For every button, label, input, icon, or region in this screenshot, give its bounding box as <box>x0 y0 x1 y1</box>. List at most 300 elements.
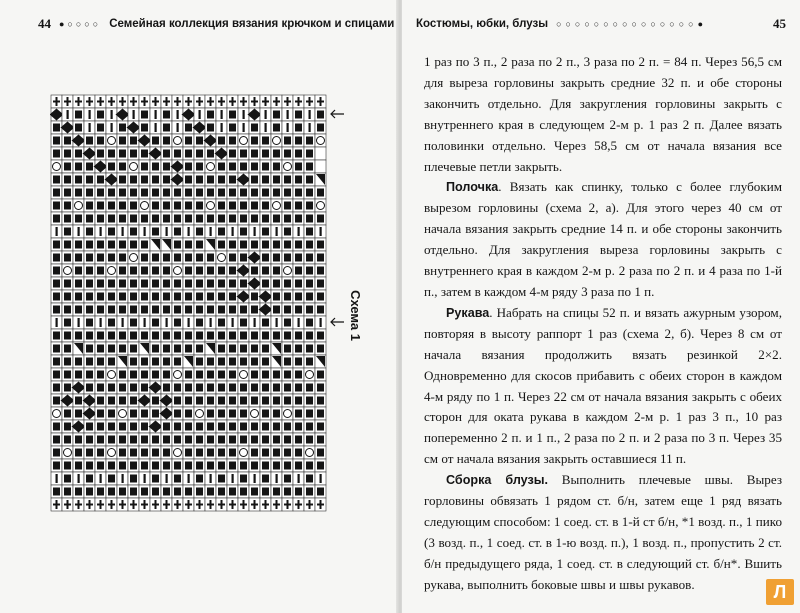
chart-cell-plus-symbol <box>227 498 238 511</box>
chart-cell-plus-symbol <box>238 498 249 511</box>
chart-cell-square-symbol <box>304 355 315 368</box>
chart-cell-plus-symbol <box>271 498 282 511</box>
chart-cell-square-symbol <box>282 342 293 355</box>
chart-cell-square-symbol <box>84 342 95 355</box>
chart-cell-square-symbol <box>128 381 139 394</box>
chart-cell-square-symbol <box>249 303 260 316</box>
chart-cell-square-symbol <box>150 329 161 342</box>
chart-cell-square-symbol <box>161 303 172 316</box>
chart-cell-square-symbol <box>315 368 326 381</box>
chart-cell-square-symbol <box>304 238 315 251</box>
chart-cell-square-symbol <box>304 472 315 485</box>
chart-cell-square-symbol <box>249 238 260 251</box>
chart-cell-diamond-symbol <box>138 394 152 407</box>
left-page-number: 44 <box>38 16 51 31</box>
chart-cell-bar-symbol <box>282 108 293 121</box>
chart-cell-square-symbol <box>205 173 216 186</box>
chart-cell-plus-symbol <box>62 498 73 511</box>
chart-cell-square-symbol <box>73 212 84 225</box>
chart-cell-square-symbol <box>282 238 293 251</box>
chart-cell-square-symbol <box>205 368 216 381</box>
chart-cell-square-symbol <box>150 472 161 485</box>
chart-cell-circle-symbol <box>282 264 293 277</box>
chart-cell-square-symbol <box>249 446 260 459</box>
chart-cell-square-symbol <box>117 186 128 199</box>
chart-cell-square-symbol <box>315 238 326 251</box>
chart-cell-square-symbol <box>161 121 172 134</box>
chart-cell-square-symbol <box>293 303 304 316</box>
chart-cell-square-symbol <box>139 459 150 472</box>
chart-cell-square-symbol <box>139 173 150 186</box>
chart-cell-square-symbol <box>194 446 205 459</box>
chart-cell-square-symbol <box>84 251 95 264</box>
chart-cell-square-symbol <box>227 147 238 160</box>
chart-cell-square-symbol <box>249 342 260 355</box>
chart-cell-square-symbol <box>315 407 326 420</box>
chart-cell-square-symbol <box>172 212 183 225</box>
chart-cell-square-symbol <box>315 290 326 303</box>
chart-cell-diamond-symbol <box>237 173 251 186</box>
chart-cell-diamond-symbol <box>248 108 262 121</box>
chart-cell-square-symbol <box>62 381 73 394</box>
chart-cell-square-symbol <box>260 420 271 433</box>
chart-cell-square-symbol <box>249 368 260 381</box>
chart-cell-square-symbol <box>139 329 150 342</box>
chart-cell-square-symbol <box>205 433 216 446</box>
chart-cell-square-symbol <box>95 329 106 342</box>
chart-cell-plus-symbol <box>216 498 227 511</box>
chart-cell-square-symbol <box>51 485 62 498</box>
chart-cell-square-symbol <box>249 173 260 186</box>
chart-cell-circle-symbol <box>172 446 183 459</box>
chart-cell-square-symbol <box>227 108 238 121</box>
chart-cell-square-symbol <box>249 134 260 147</box>
chart-cell-square-symbol <box>216 342 227 355</box>
chart-cell-square-symbol <box>73 394 84 407</box>
chart-cell-square-symbol <box>304 147 315 160</box>
chart-cell-square-symbol <box>95 381 106 394</box>
chart-cell-square-symbol <box>73 108 84 121</box>
chart-cell-square-symbol <box>183 186 194 199</box>
chart-cell-square-symbol <box>238 199 249 212</box>
chart-cell-bar-symbol <box>216 108 227 121</box>
paragraph-assembly: Сборка блузы. Выполнить плечевые швы. Вырез горловины обвязать 1 рядом ст. б/н, затем еще 1 ряд вязать следующим способом: 1 соед. ст. в 1-й ст б/н, *1 возд. п., 1 пико (3 возд. п., 1 соед. ст. в 1-ю возд. п.), 1 возд. п., пропустить 2 ст. б/н предыдущего ряда, 1 соед. ст. в следующий ст. б/н*. Вшить рукава, выполнить боковые швы и швы рукавов. <box>424 472 782 592</box>
chart-cell-square-symbol <box>161 342 172 355</box>
chart-cell-diamond-symbol <box>83 407 97 420</box>
chart-cell-square-symbol <box>216 160 227 173</box>
chart-cell-square-symbol <box>117 368 128 381</box>
chart-cell-square-symbol <box>260 433 271 446</box>
chart-cell-square-symbol <box>216 459 227 472</box>
chart-cell-square-symbol <box>293 485 304 498</box>
chart-cell-square-symbol <box>183 394 194 407</box>
chart-cell-square-symbol <box>73 121 84 134</box>
publisher-logo <box>766 579 794 605</box>
chart-cell-circle-symbol <box>51 407 62 420</box>
chart-cell-plus-symbol <box>84 95 95 108</box>
chart-cell-square-symbol <box>172 225 183 238</box>
chart-cell-square-symbol <box>73 160 84 173</box>
chart-cell-square-symbol <box>293 277 304 290</box>
chart-cell-square-symbol <box>260 264 271 277</box>
chart-cell-square-symbol <box>293 212 304 225</box>
chart-cell-square-symbol <box>139 264 150 277</box>
chart-cell-bar-symbol <box>139 316 150 329</box>
chart-cell-square-symbol <box>271 381 282 394</box>
chart-cell-square-symbol <box>62 303 73 316</box>
chart-cell-circle-symbol <box>51 160 62 173</box>
chart-cell-square-symbol <box>238 342 249 355</box>
chart-cell-square-symbol <box>304 420 315 433</box>
chart-cell-triangle-symbol <box>139 342 150 355</box>
chart-cell-triangle-symbol <box>161 238 172 251</box>
chart-cell-square-symbol <box>95 277 106 290</box>
chart-cell-square-symbol <box>161 173 172 186</box>
chart-cell-square-symbol <box>106 147 117 160</box>
chart-cell-square-symbol <box>271 212 282 225</box>
chart-cell-plus-symbol <box>172 95 183 108</box>
chart-cell-diamond-symbol <box>259 290 273 303</box>
chart-cell-square-symbol <box>172 329 183 342</box>
chart-cell-square-symbol <box>293 160 304 173</box>
chart-cell-square-symbol <box>84 303 95 316</box>
chart-cell-square-symbol <box>205 290 216 303</box>
chart-cell-square-symbol <box>161 459 172 472</box>
chart-cell-square-symbol <box>117 290 128 303</box>
chart-cell-square-symbol <box>216 355 227 368</box>
chart-cell-square-symbol <box>216 225 227 238</box>
chart-cell-plus-symbol <box>315 498 326 511</box>
chart-cell-square-symbol <box>128 342 139 355</box>
chart-cell-square-symbol <box>293 290 304 303</box>
chart-cell-square-symbol <box>62 238 73 251</box>
chart-cell-square-symbol <box>62 134 73 147</box>
chart-cell-square-symbol <box>84 368 95 381</box>
chart-cell-square-symbol <box>95 121 106 134</box>
chart-cell-circle-symbol <box>106 446 117 459</box>
chart-cell-square-symbol <box>73 355 84 368</box>
chart-cell-square-symbol <box>304 199 315 212</box>
chart-cell-circle-symbol <box>62 264 73 277</box>
chart-cell-square-symbol <box>172 277 183 290</box>
chart-cell-square-symbol <box>150 277 161 290</box>
chart-cell-square-symbol <box>249 199 260 212</box>
chart-cell-square-symbol <box>205 485 216 498</box>
chart-cell-square-symbol <box>227 355 238 368</box>
chart-cell-square-symbol <box>194 134 205 147</box>
chart-cell-square-symbol <box>150 264 161 277</box>
chart-cell-square-symbol <box>117 121 128 134</box>
chart-cell-square-symbol <box>139 160 150 173</box>
chart-cell-square-symbol <box>260 277 271 290</box>
chart-cell-square-symbol <box>139 277 150 290</box>
chart-cell-square-symbol <box>293 368 304 381</box>
chart-cell-square-symbol <box>172 355 183 368</box>
chart-cell-square-symbol <box>172 407 183 420</box>
chart-cell-square-symbol <box>194 485 205 498</box>
chart-cell-square-symbol <box>95 368 106 381</box>
chart-cell-square-symbol <box>150 355 161 368</box>
chart-cell-square-symbol <box>227 290 238 303</box>
chart-cell-square-symbol <box>117 303 128 316</box>
chart-cell-square-symbol <box>249 433 260 446</box>
chart-cell-square-symbol <box>183 121 194 134</box>
chart-cell-square-symbol <box>194 459 205 472</box>
chart-cell-square-symbol <box>117 147 128 160</box>
chart-cell-square-symbol <box>106 394 117 407</box>
chart-cell-square-symbol <box>51 303 62 316</box>
chart-cell-circle-symbol <box>172 368 183 381</box>
chart-cell-square-symbol <box>106 186 117 199</box>
chart-cell-square-symbol <box>304 160 315 173</box>
chart-cell-square-symbol <box>194 472 205 485</box>
chart-cell-square-symbol <box>128 186 139 199</box>
chart-cell-square-symbol <box>183 160 194 173</box>
chart-cell-square-symbol <box>293 121 304 134</box>
chart-cell-plus-symbol <box>249 498 260 511</box>
chart-cell-square-symbol <box>84 264 95 277</box>
chart-cell-square-symbol <box>249 381 260 394</box>
chart-cell-bar-symbol <box>51 225 62 238</box>
chart-cell-plus-symbol <box>117 95 128 108</box>
chart-cell-square-symbol <box>315 264 326 277</box>
chart-cell-square-symbol <box>205 407 216 420</box>
chart-cell-square-symbol <box>172 303 183 316</box>
chart-cell-square-symbol <box>150 160 161 173</box>
chart-cell-square-symbol <box>227 459 238 472</box>
chart-cell-square-symbol <box>106 342 117 355</box>
chart-cell-square-symbol <box>62 433 73 446</box>
chart-cell-square-symbol <box>106 485 117 498</box>
chart-cell-circle-symbol <box>205 160 216 173</box>
chart-cell-plus-symbol <box>315 95 326 108</box>
chart-cell-square-symbol <box>62 147 73 160</box>
chart-cell-square-symbol <box>216 173 227 186</box>
chart-cell-square-symbol <box>84 212 95 225</box>
chart-cell-square-symbol <box>139 485 150 498</box>
chart-cell-square-symbol <box>128 225 139 238</box>
chart-cell-bar-symbol <box>161 225 172 238</box>
chart-cell-square-symbol <box>62 251 73 264</box>
chart-cell-square-symbol <box>128 433 139 446</box>
chart-cell-square-symbol <box>216 277 227 290</box>
chart-cell-square-symbol <box>73 368 84 381</box>
chart-cell-plus-symbol <box>84 498 95 511</box>
chart-cell-square-symbol <box>161 290 172 303</box>
chart-cell-square-symbol <box>216 238 227 251</box>
chart-cell-square-symbol <box>194 212 205 225</box>
chart-cell-square-symbol <box>95 446 106 459</box>
chart-cell-square-symbol <box>260 160 271 173</box>
chart-cell-diamond-symbol <box>204 134 218 147</box>
chart-cell-square-symbol <box>194 420 205 433</box>
chart-cell-square-symbol <box>161 433 172 446</box>
chart-cell-square-symbol <box>106 329 117 342</box>
chart-cell-square-symbol <box>282 472 293 485</box>
chart-cell-square-symbol <box>84 173 95 186</box>
chart-cell-square-symbol <box>128 420 139 433</box>
chart-cell-square-symbol <box>117 446 128 459</box>
chart-cell-square-symbol <box>260 134 271 147</box>
chart-cell-square-symbol <box>95 355 106 368</box>
chart-cell-diamond-symbol <box>116 108 130 121</box>
chart-cell-square-symbol <box>150 251 161 264</box>
chart-cell-square-symbol <box>282 251 293 264</box>
chart-cell-square-symbol <box>260 459 271 472</box>
chart-cell-square-symbol <box>249 264 260 277</box>
chart-cell-square-symbol <box>128 394 139 407</box>
chart-cell-square-symbol <box>304 329 315 342</box>
chart-cell-square-symbol <box>205 212 216 225</box>
chart-cell-bar-symbol <box>238 121 249 134</box>
chart-cell-diamond-symbol <box>248 277 262 290</box>
chart-cell-square-symbol <box>271 433 282 446</box>
chart-cell-square-symbol <box>194 225 205 238</box>
chart-cell-square-symbol <box>315 446 326 459</box>
chart-cell-square-symbol <box>315 121 326 134</box>
chart-cell-square-symbol <box>73 329 84 342</box>
chart-cell-square-symbol <box>62 459 73 472</box>
chart-cell-square-symbol <box>106 316 117 329</box>
chart-cell-square-symbol <box>128 329 139 342</box>
chart-cell-plus-symbol <box>194 498 205 511</box>
chart-cell-bar-symbol <box>62 108 73 121</box>
chart-cell-bar-symbol <box>315 225 326 238</box>
chart-cell-square-symbol <box>304 134 315 147</box>
chart-cell-plus-symbol <box>216 95 227 108</box>
chart-cell-square-symbol <box>73 251 84 264</box>
chart-cell-square-symbol <box>304 264 315 277</box>
chart-cell-square-symbol <box>95 212 106 225</box>
chart-cell-square-symbol <box>139 108 150 121</box>
chart-cell-bar-symbol <box>315 316 326 329</box>
chart-cell-plus-symbol <box>161 498 172 511</box>
chart-cell-square-symbol <box>172 459 183 472</box>
chart-cell-bar-symbol <box>183 316 194 329</box>
chart-cell-diamond-symbol <box>160 407 174 420</box>
chart-cell-square-symbol <box>271 160 282 173</box>
chart-cell-plus-symbol <box>304 95 315 108</box>
chart-cell-square-symbol <box>227 446 238 459</box>
chart-cell-square-symbol <box>106 459 117 472</box>
chart-cell-square-symbol <box>238 420 249 433</box>
chart-cell-square-symbol <box>51 420 62 433</box>
chart-cell-square-symbol <box>304 186 315 199</box>
chart-cell-square-symbol <box>161 277 172 290</box>
chart-cell-square-symbol <box>260 446 271 459</box>
chart-cell-square-symbol <box>106 251 117 264</box>
chart-cell-square-symbol <box>260 394 271 407</box>
chart-cell-square-symbol <box>315 381 326 394</box>
chart-cell-triangle-symbol <box>73 342 84 355</box>
chart-cell-square-symbol <box>260 186 271 199</box>
chart-cell-plus-symbol <box>150 498 161 511</box>
chart-cell-square-symbol <box>249 186 260 199</box>
chart-cell-square-symbol <box>84 381 95 394</box>
chart-cell-triangle-symbol <box>117 355 128 368</box>
chart-cell-bar-symbol <box>304 121 315 134</box>
chart-cell-square-symbol <box>183 303 194 316</box>
chart-cell-bar-symbol <box>73 316 84 329</box>
chart-cell-bar-symbol <box>161 472 172 485</box>
chart-cell-square-symbol <box>271 290 282 303</box>
chart-cell-square-symbol <box>271 121 282 134</box>
chart-cell-square-symbol <box>95 420 106 433</box>
chart-cell-bar-symbol <box>183 472 194 485</box>
chart-cell-circle-symbol <box>271 199 282 212</box>
chart-cell-square-symbol <box>216 199 227 212</box>
chart-cell-square-symbol <box>128 459 139 472</box>
chart-cell-square-symbol <box>216 446 227 459</box>
chart-cell-square-symbol <box>183 420 194 433</box>
chart-cell-square-symbol <box>139 121 150 134</box>
chart-cell-square-symbol <box>150 407 161 420</box>
chart-cell-square-symbol <box>62 316 73 329</box>
chart-cell-plus-symbol <box>73 95 84 108</box>
chart-cell-square-symbol <box>293 381 304 394</box>
chart-cell-square-symbol <box>117 251 128 264</box>
chart-cell-square-symbol <box>282 212 293 225</box>
chart-cell-blank <box>315 160 326 173</box>
chart-cell-diamond-symbol <box>182 108 196 121</box>
chart-cell-square-symbol <box>282 459 293 472</box>
chart-cell-square-symbol <box>161 329 172 342</box>
chart-cell-square-symbol <box>293 355 304 368</box>
chart-cell-square-symbol <box>150 303 161 316</box>
chart-cell-square-symbol <box>117 485 128 498</box>
chart-cell-square-symbol <box>106 212 117 225</box>
chart-cell-square-symbol <box>293 394 304 407</box>
chart-cell-plus-symbol <box>139 95 150 108</box>
chart-cell-square-symbol <box>172 472 183 485</box>
chart-cell-square-symbol <box>227 186 238 199</box>
chart-cell-square-symbol <box>216 290 227 303</box>
chart-cell-square-symbol <box>51 251 62 264</box>
chart-cell-square-symbol <box>95 485 106 498</box>
chart-cell-square-symbol <box>51 329 62 342</box>
chart-cell-square-symbol <box>282 290 293 303</box>
chart-cell-square-symbol <box>238 238 249 251</box>
chart-cell-square-symbol <box>260 407 271 420</box>
chart-cell-square-symbol <box>106 381 117 394</box>
chart-cell-bar-symbol <box>84 121 95 134</box>
chart-cell-square-symbol <box>216 316 227 329</box>
chart-cell-square-symbol <box>128 446 139 459</box>
chart-cell-plus-symbol <box>183 498 194 511</box>
chart-cell-square-symbol <box>139 212 150 225</box>
chart-cell-triangle-symbol <box>183 355 194 368</box>
chart-cell-square-symbol <box>227 368 238 381</box>
chart-cell-square-symbol <box>106 225 117 238</box>
chart-cell-square-symbol <box>161 381 172 394</box>
chart-cell-circle-symbol <box>249 407 260 420</box>
chart-cell-square-symbol <box>128 212 139 225</box>
instructions-text <box>424 52 782 596</box>
chart-cell-square-symbol <box>51 186 62 199</box>
chart-cell-square-symbol <box>51 173 62 186</box>
chart-cell-square-symbol <box>95 407 106 420</box>
chart-cell-square-symbol <box>161 251 172 264</box>
chart-cell-square-symbol <box>84 290 95 303</box>
chart-cell-square-symbol <box>194 329 205 342</box>
chart-cell-plus-symbol <box>282 95 293 108</box>
chart-cell-square-symbol <box>183 238 194 251</box>
chart-cell-plus-symbol <box>260 95 271 108</box>
chart-cell-square-symbol <box>106 407 117 420</box>
chart-cell-square-symbol <box>106 238 117 251</box>
chart-cell-square-symbol <box>304 173 315 186</box>
chart-cell-square-symbol <box>205 186 216 199</box>
